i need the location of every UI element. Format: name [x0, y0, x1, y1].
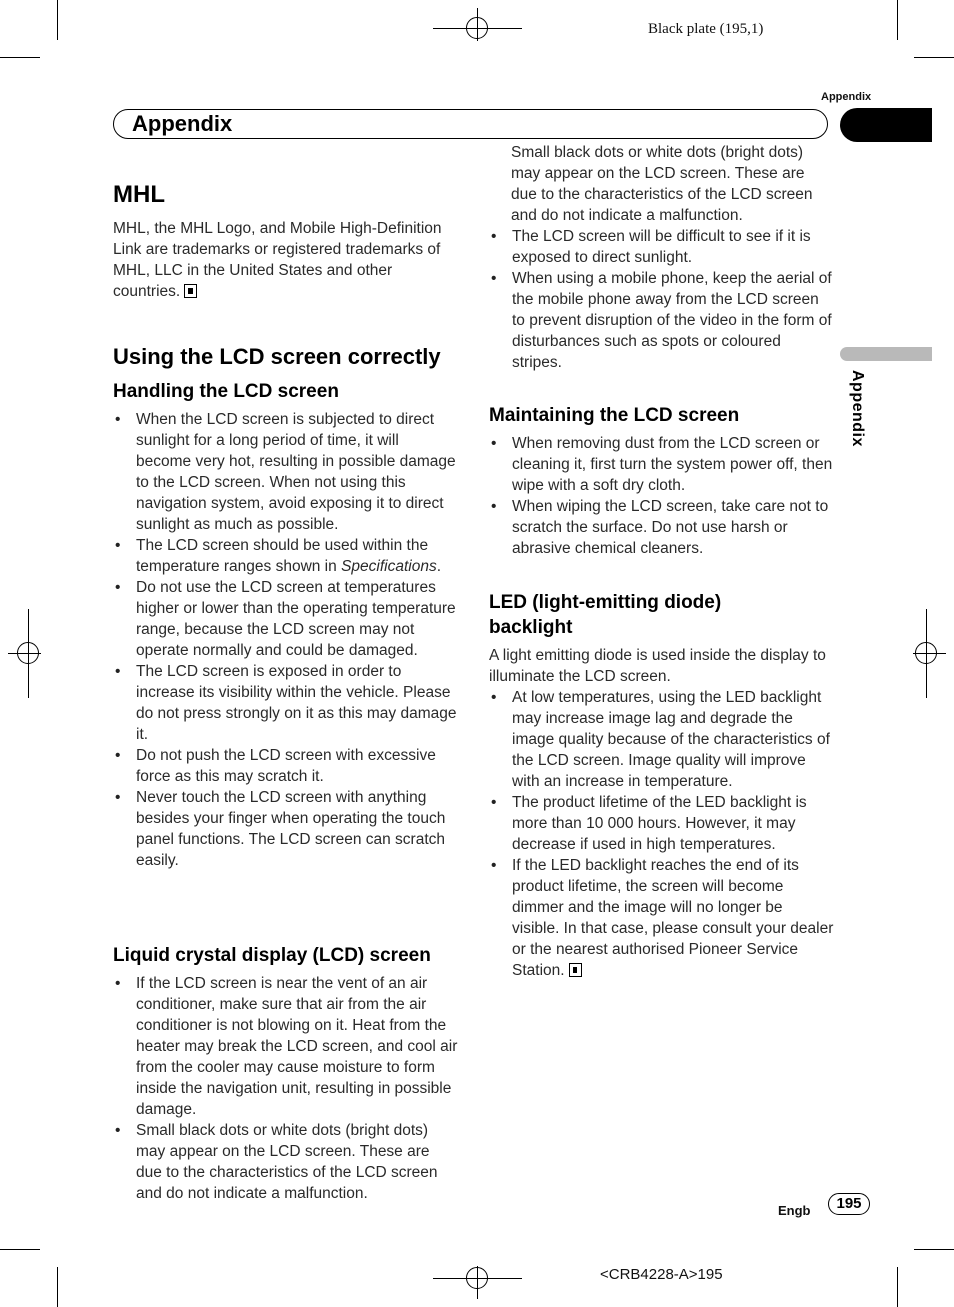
list-item: • When removing dust from the LCD screen or cleaning it, first turn the system power off, then wipe with a soft dry cloth. — [489, 433, 834, 496]
list-item: • When using a mobile phone, keep the aerial of the mobile phone away from the LCD screen to prevent disruption of the video in the form of disturbances such as spots or coloured stripes. — [489, 268, 834, 373]
handling-list — [113, 409, 458, 871]
mhl-body: MHL, the MHL Logo, and Mobile High-Definition Link are trademarks or registered trademarks of MHL, LLC in the United States and other countries. — [113, 220, 442, 300]
page-number: 195 — [828, 1193, 870, 1215]
crop-mark — [897, 0, 898, 40]
crop-mark — [914, 57, 954, 58]
plate-label: Black plate (195,1) — [648, 21, 764, 37]
lcd-screen-list-right — [489, 226, 834, 373]
chapter-title: Appendix — [132, 111, 233, 136]
list-item: • When the LCD screen is subjected to direct sunlight for a long period of time, it will become very hot, resulting in possible damage to the LCD screen. When not using this navigation system, avoid exposing it to direct sunlight as much as possible. — [113, 409, 458, 535]
end-mark-icon — [184, 284, 197, 298]
language-code: Engb — [778, 1203, 811, 1218]
specifications-reference: Specifications — [341, 558, 437, 575]
list-item: • The LCD screen should be used within the temperature ranges shown in Specifications. — [113, 535, 458, 577]
list-item: • Never touch the LCD screen with anything besides your finger when operating the touch panel functions. The LCD screen can scratch easily. — [113, 787, 458, 871]
list-item: • The LCD screen will be difficult to see if it is exposed to direct sunlight. — [489, 226, 834, 268]
crop-mark — [57, 0, 58, 40]
led-list — [489, 687, 834, 981]
list-item-continued: Small black dots or white dots (bright dots) may appear on the LCD screen. These are due to the characteristics of the LCD screen and do not indicate a malfunction. — [511, 144, 813, 224]
chapter-header-bar — [113, 109, 828, 139]
lcd-screen-list-left — [113, 973, 458, 1202]
list-item: • At low temperatures, using the LED backlight may increase image lag and degrade the image quality because of the characteristics of the LCD screen. Image quality will improve with an increase in temperature. — [489, 687, 834, 792]
job-code: <CRB4228-A>195 — [600, 1266, 723, 1283]
crop-mark — [914, 1249, 954, 1250]
chapter-tab-marker — [840, 108, 932, 142]
list-item: • If the LED backlight reaches the end of its product lifetime, the screen will become dimmer and the image will no longer be visible. In that case, please consult your dealer or the nearest authorised Pioneer Service Station. — [489, 855, 834, 981]
mhl-heading: MHL — [113, 181, 165, 208]
list-item: • The product lifetime of the LED backlight is more than 10 000 hours. However, it may decrease if used in high temperatures. — [489, 792, 834, 855]
crop-mark — [57, 1267, 58, 1307]
led-heading: LED (light-emitting diode) backlight — [489, 592, 722, 638]
side-tab-marker — [840, 347, 932, 361]
crop-mark — [897, 1267, 898, 1307]
lcd-screen-heading: Liquid crystal display (LCD) screen — [113, 945, 431, 966]
list-item: • Do not push the LCD screen with excessive force as this may scratch it. — [113, 745, 458, 787]
maintaining-heading: Maintaining the LCD screen — [489, 405, 740, 426]
led-intro: A light emitting diode is used inside the display to illuminate the LCD screen. — [489, 647, 826, 685]
maintaining-list — [489, 433, 834, 559]
side-tab-label: Appendix — [849, 370, 866, 447]
list-item: • Small black dots or white dots (bright dots) may appear on the LCD screen. These are due to the characteristics of the LCD screen and do not indicate a malfunction. — [113, 1120, 458, 1162]
crop-mark — [0, 57, 40, 58]
crop-mark — [0, 1249, 40, 1250]
list-item: • Do not use the LCD screen at temperatures higher or lower than the operating temperature range, because the LCD screen may not operate normally and could be damaged. — [113, 577, 458, 661]
list-item: • When wiping the LCD screen, take care not to scratch the surface. Do not use harsh or abrasive chemical cleaners. — [489, 496, 834, 559]
list-item: • The LCD screen is exposed in order to increase its visibility within the vehicle. Please do not press strongly on it as this may damage it. — [113, 661, 458, 745]
handling-heading: Handling the LCD screen — [113, 381, 339, 402]
end-mark-icon — [569, 963, 582, 977]
list-item: • If the LCD screen is near the vent of an air conditioner, make sure that air from the air conditioner is not blowing on it. Heat from the heater may break the LCD screen, and cool air from the cooler may cause moisture to form inside the navigation unit, resulting in possible damage. — [113, 973, 458, 1120]
lcd-section-heading: Using the LCD screen correctly — [113, 344, 441, 369]
running-header-label: Appendix — [821, 91, 872, 103]
